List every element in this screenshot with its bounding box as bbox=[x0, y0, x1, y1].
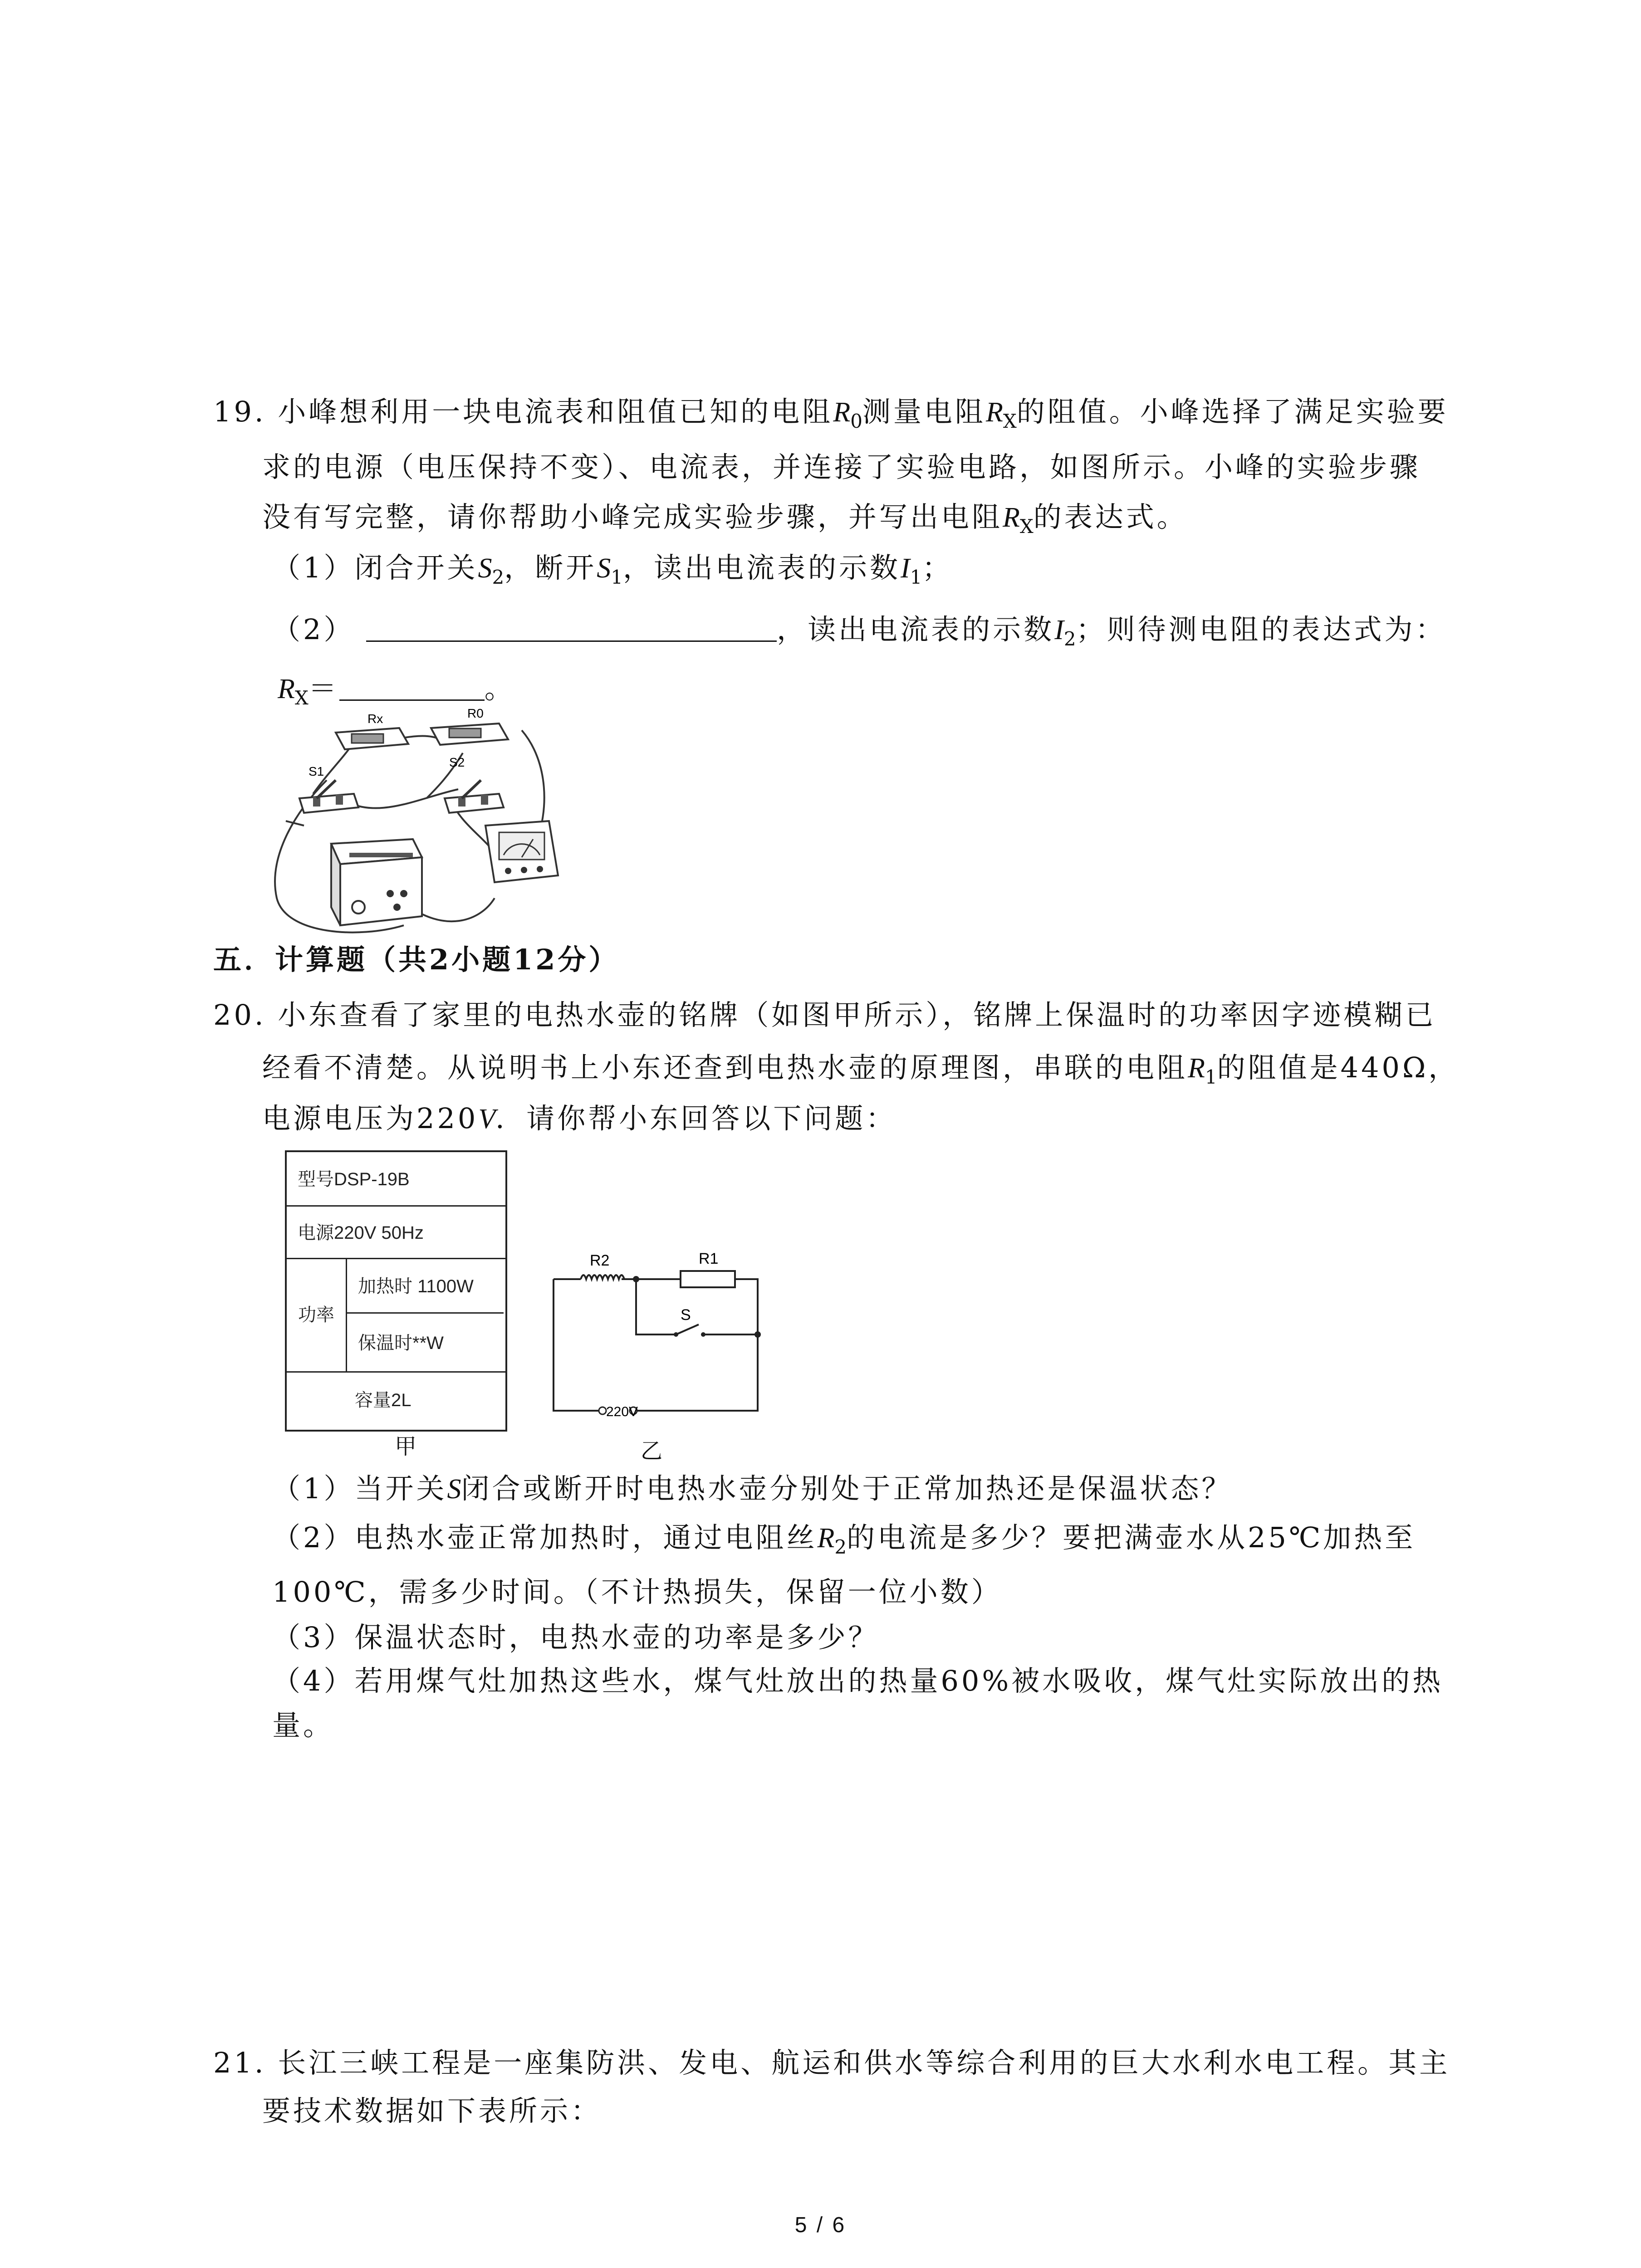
text: 21. 长江三峡工程是一座集防洪、发电、航运和供水等综合利用的巨大水利水电工程。其主 bbox=[213, 2046, 1450, 2079]
q19-step-2 bbox=[272, 611, 1446, 657]
text: 没有写完整，请你帮助小峰完成实验步骤，并写出电阻 bbox=[262, 500, 1003, 533]
text: 保温时**W bbox=[358, 1333, 444, 1353]
subscript: 2 bbox=[492, 566, 505, 588]
q19-line-2 bbox=[262, 449, 1421, 485]
symbol-s: S bbox=[447, 1474, 461, 1505]
q20-line-1 bbox=[213, 997, 1436, 1033]
text: 量。 bbox=[272, 1709, 334, 1742]
q21-line-2 bbox=[262, 2093, 602, 2129]
junction-dot bbox=[754, 1331, 761, 1338]
label-r0: R0 bbox=[467, 708, 484, 720]
text: 电源电压为220 bbox=[262, 1102, 479, 1135]
text: ，读出电流表的示数 bbox=[777, 613, 1055, 646]
label-s: S bbox=[681, 1306, 691, 1324]
symbol-rx: R bbox=[1003, 502, 1020, 533]
text: 求的电源（电压保持不变）、电流表，并连接了实验电路，如图所示。小峰的实验步骤 bbox=[262, 450, 1421, 484]
symbol-i1: I bbox=[900, 553, 910, 584]
symbol-v: V bbox=[478, 1104, 496, 1134]
text: ；则待测电阻的表达式为： bbox=[1076, 613, 1446, 646]
text: ．请你帮小东回答以下问题： bbox=[495, 1102, 897, 1135]
table-cell bbox=[347, 1315, 504, 1371]
resistor-rx bbox=[336, 728, 408, 749]
label-source: 220V bbox=[606, 1404, 638, 1419]
text: 加热时 1100W bbox=[358, 1276, 474, 1296]
q20-sub-4-cont bbox=[272, 1707, 334, 1744]
symbol-r2: R bbox=[817, 1523, 835, 1554]
subscript: 1 bbox=[611, 566, 623, 588]
q20-line-2 bbox=[262, 1050, 1459, 1095]
table-cell: 电源220V 50Hz bbox=[298, 1223, 424, 1243]
q20-sub-2-cont bbox=[272, 1574, 1002, 1610]
text: 20. 小东查看了家里的电热水壶的铭牌（如图甲所示），铭牌上保温时的功率因字迹模糊已 bbox=[213, 998, 1436, 1031]
q19-line-3 bbox=[262, 499, 1188, 545]
table-cell bbox=[347, 1259, 504, 1314]
subscript: 1 bbox=[910, 566, 922, 588]
label-rx: Rx bbox=[367, 712, 383, 726]
text: ，读出电流表的示数 bbox=[622, 551, 901, 584]
text: （4）若用煤气灶加热这些水，煤气灶放出的热量60%被水吸收，煤气灶实际放出的热 bbox=[272, 1664, 1444, 1697]
subscript: 1 bbox=[1205, 1066, 1217, 1088]
text: 的电流是多少？要把满壶水从25℃加热至 bbox=[847, 1521, 1416, 1554]
q19-step-1 bbox=[272, 550, 953, 596]
text: ＝ bbox=[308, 672, 339, 705]
text: 19. 小峰想利用一块电流表和阻值已知的电阻 bbox=[213, 395, 833, 428]
text: 的阻值。小峰选择了满足实验要 bbox=[1016, 395, 1449, 428]
label-s2: S2 bbox=[449, 755, 465, 769]
q20-sub-2 bbox=[272, 1520, 1416, 1565]
wire bbox=[636, 1279, 676, 1334]
resistor-r1 bbox=[681, 1271, 735, 1287]
label-s1: S1 bbox=[309, 764, 324, 778]
subscript: 2 bbox=[1063, 628, 1076, 650]
page-number: 5 / 6 bbox=[794, 2213, 847, 2237]
table-cell bbox=[287, 1259, 347, 1371]
symbol-r0: R bbox=[833, 397, 851, 428]
symbol-r1: R bbox=[1188, 1053, 1205, 1084]
q20-sub-4 bbox=[272, 1663, 1443, 1699]
text: （2）电热水壶正常加热时，通过电阻丝 bbox=[272, 1521, 818, 1554]
resistor-r2 bbox=[581, 1275, 624, 1279]
q19-apparatus-figure bbox=[268, 708, 576, 943]
symbol-rx: R bbox=[985, 397, 1003, 428]
table-cell: 容量2L bbox=[355, 1390, 411, 1410]
text: 测量电阻 bbox=[862, 395, 986, 428]
text: 经看不清楚。从说明书上小东还查到电热水壶的原理图，串联的电阻 bbox=[262, 1051, 1188, 1084]
ammeter bbox=[485, 821, 558, 882]
text: （1）当开关 bbox=[272, 1472, 447, 1505]
wire bbox=[554, 1279, 599, 1411]
answer-blank-expression[interactable] bbox=[339, 672, 485, 701]
text: （3）保温状态时，电热水壶的功率是多少？ bbox=[272, 1621, 879, 1654]
nameplate-table bbox=[285, 1150, 507, 1432]
answer-blank-step[interactable] bbox=[366, 613, 777, 642]
table-cell: 型号DSP-19B bbox=[298, 1169, 410, 1189]
q20-sub-1 bbox=[272, 1471, 1232, 1507]
terminal bbox=[599, 1407, 606, 1414]
table-row bbox=[287, 1259, 505, 1373]
text: 。 bbox=[484, 672, 515, 705]
q20-sub-3 bbox=[272, 1619, 879, 1656]
table-row bbox=[287, 1207, 505, 1259]
symbol-i2: I bbox=[1054, 615, 1064, 645]
text: 闭合或断开时电热水壶分别处于正常加热还是保温状态？ bbox=[461, 1472, 1233, 1505]
switch-contact bbox=[674, 1332, 678, 1337]
wire bbox=[635, 1279, 758, 1411]
caption-yi: 乙 bbox=[641, 1439, 663, 1463]
subscript: 0 bbox=[850, 410, 862, 432]
text: 功率 bbox=[298, 1305, 334, 1325]
symbol-rx: R bbox=[278, 674, 295, 704]
label-r1: R1 bbox=[699, 1250, 719, 1267]
switch-s2 bbox=[445, 780, 504, 813]
subscript: 2 bbox=[834, 1536, 847, 1558]
text: ，断开 bbox=[504, 551, 597, 584]
subscript: X bbox=[1003, 410, 1017, 432]
text: ； bbox=[922, 551, 953, 584]
switch-s-lever bbox=[676, 1325, 699, 1334]
subscript: X bbox=[294, 687, 309, 709]
q21-line-1 bbox=[213, 2045, 1450, 2081]
subscript: X bbox=[1019, 515, 1034, 538]
switch-s1 bbox=[299, 780, 358, 813]
caption-jia: 甲 bbox=[395, 1435, 417, 1459]
resistor-r0 bbox=[431, 723, 508, 745]
power-supply bbox=[331, 839, 422, 925]
text: （1）闭合开关 bbox=[272, 551, 478, 584]
junction-dot bbox=[633, 1276, 639, 1282]
switch-contact bbox=[701, 1332, 705, 1337]
table-row bbox=[287, 1373, 505, 1428]
text: 100℃，需多少时间。（不计热损失，保留一位小数） bbox=[272, 1575, 1002, 1608]
q19-line-1 bbox=[213, 394, 1449, 440]
text: 要技术数据如下表所示： bbox=[262, 2094, 602, 2127]
symbol-s1: S bbox=[597, 553, 611, 584]
text: 五．计算题（共2小题12分） bbox=[213, 943, 620, 976]
label-r2: R2 bbox=[590, 1252, 610, 1269]
q20-circuit-diagram bbox=[544, 1234, 771, 1429]
section-5-title bbox=[213, 942, 619, 978]
text: 的阻值是440Ω， bbox=[1217, 1051, 1460, 1084]
text: 的表达式。 bbox=[1033, 500, 1188, 533]
q20-line-3 bbox=[262, 1100, 896, 1137]
symbol-s2: S bbox=[478, 553, 492, 584]
table-row bbox=[287, 1152, 505, 1207]
text: （2） bbox=[272, 613, 355, 646]
